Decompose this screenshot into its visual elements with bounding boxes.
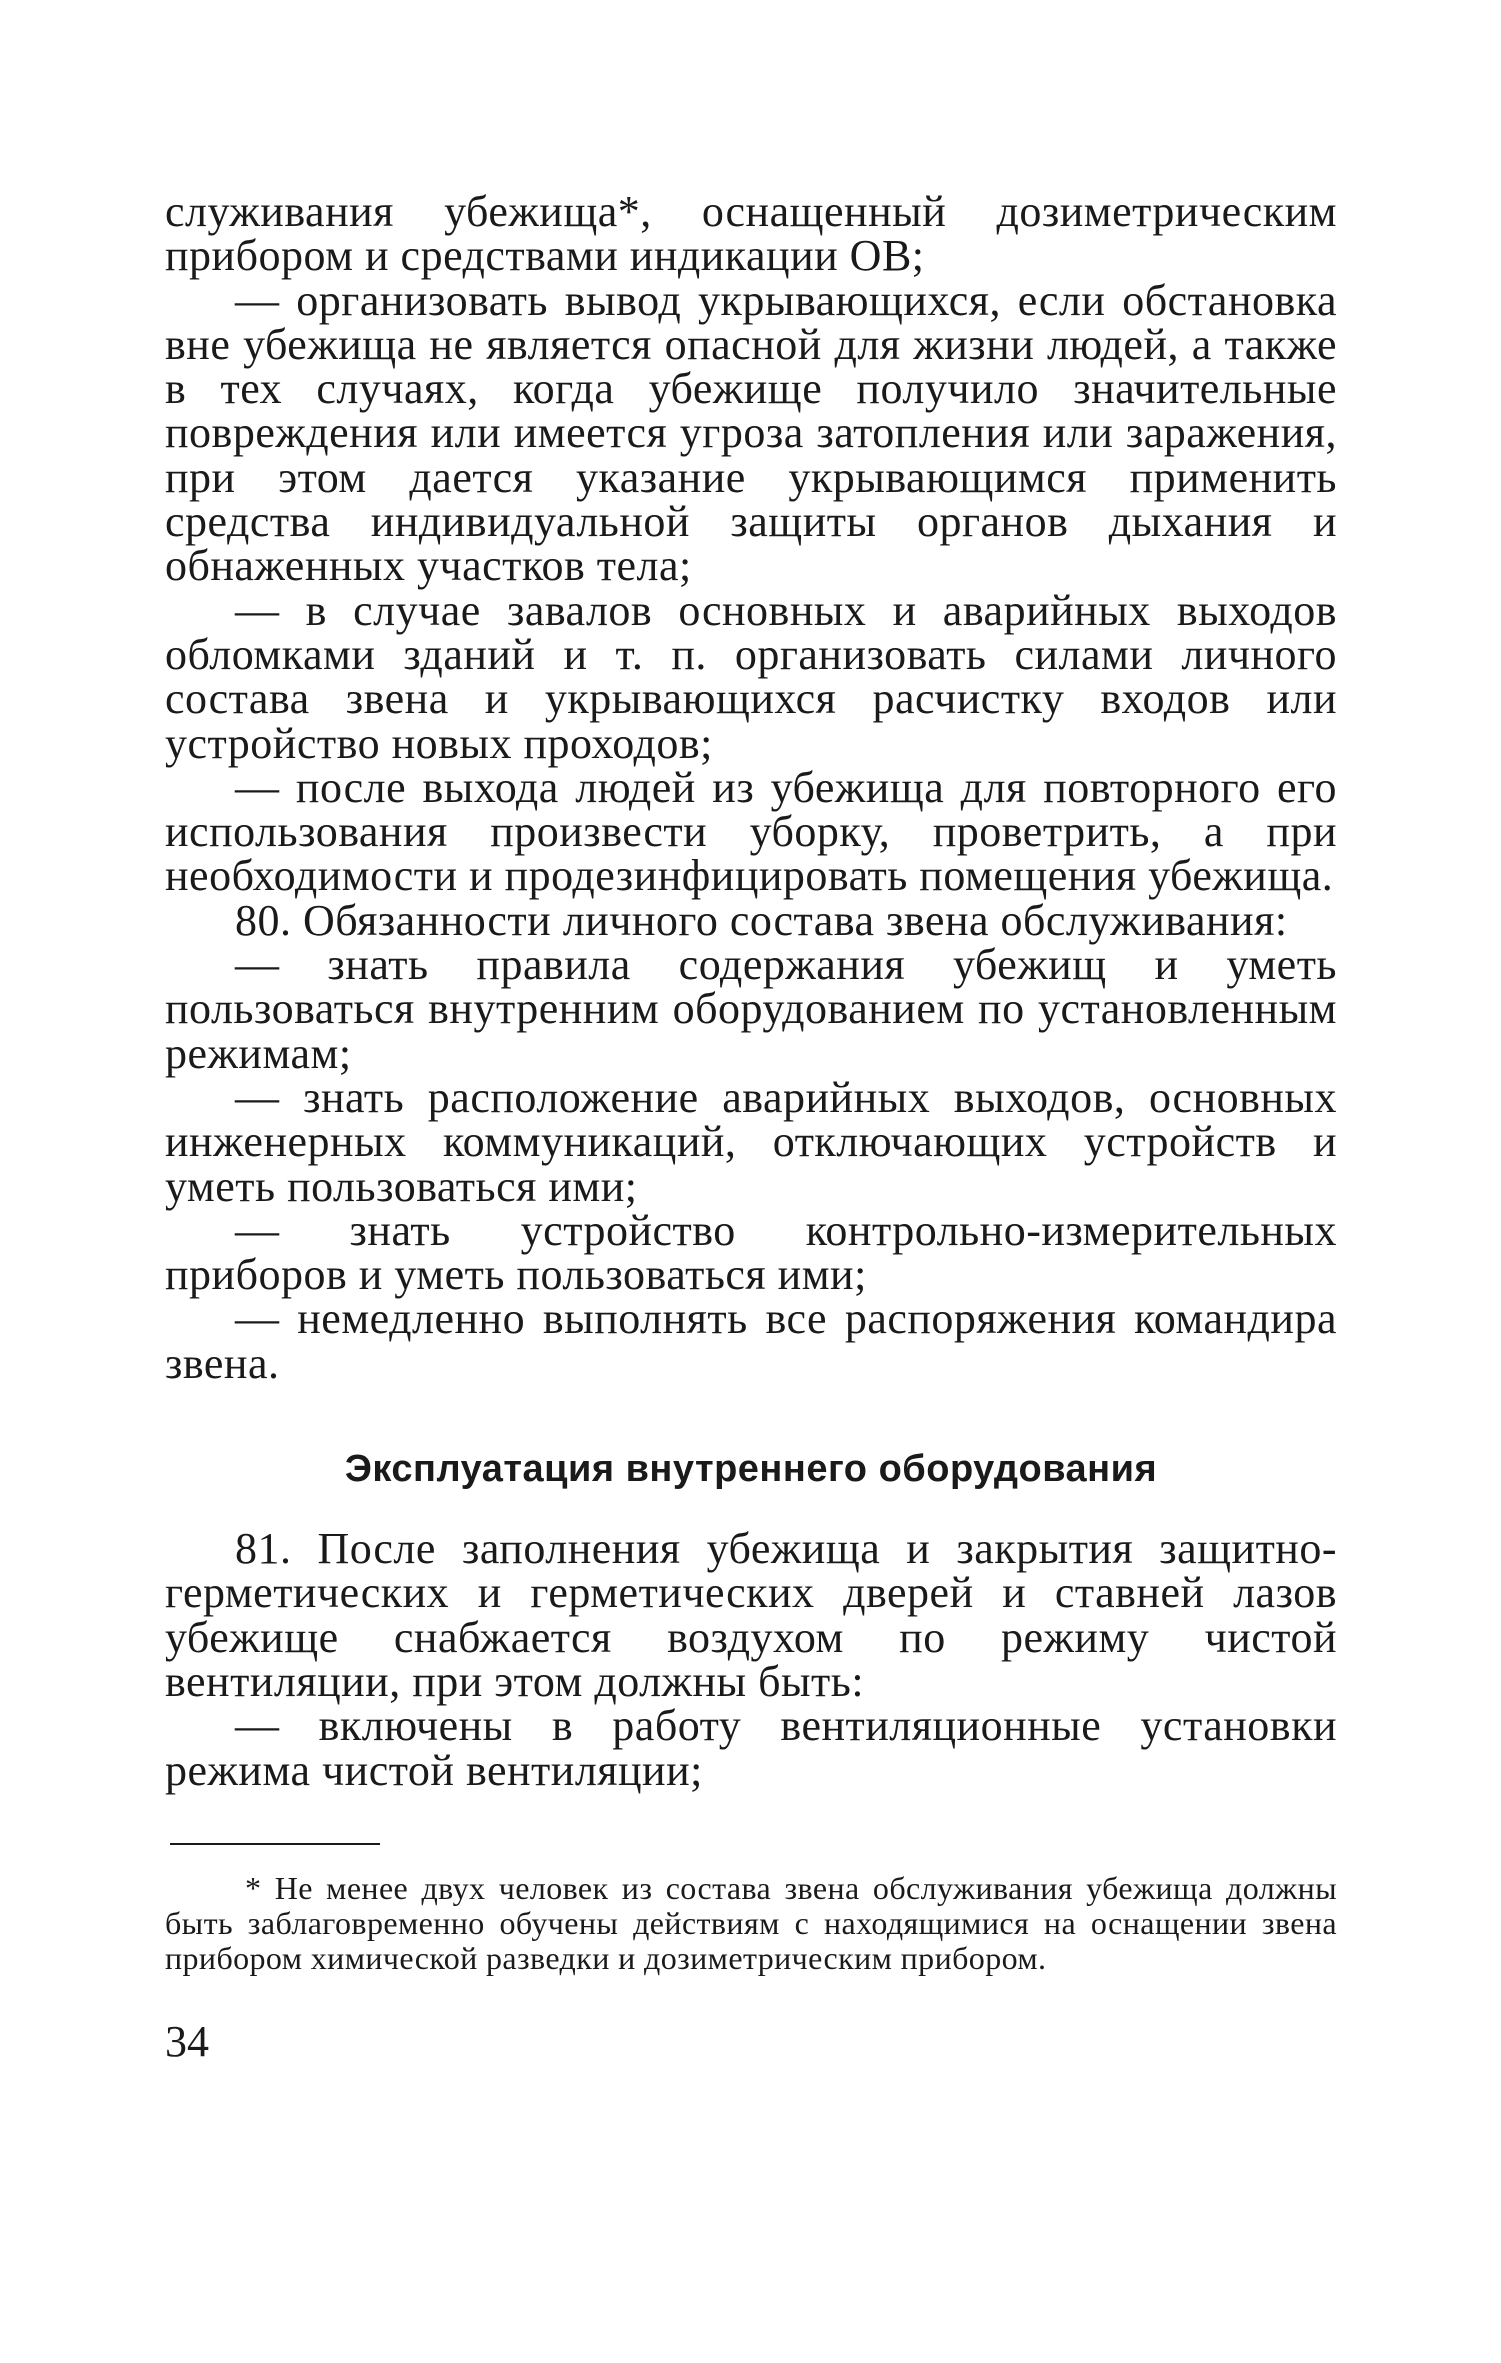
footnote-divider — [170, 1843, 380, 1845]
paragraph-81: 81. После заполнения убежища и закрытия защитно-герметических и герметических дверей и ставней лазов убежище снабжается воздухом по режиму чистой вентиляции, при этом должны быть: — [165, 1524, 1337, 1706]
footnote: * Не менее двух человек из состава звена обслуживания убежища должны быть заблаговременно обучены действиям с находящимися на оснащении звена прибором химической разведки и дозиметрическим прибором. — [165, 1869, 1337, 1976]
paragraph-ventilation: — включены в работу вентиляционные установки режима чистой вентиляции; — [165, 1701, 1337, 1795]
paragraph-blockage: — в случае завалов основных и аварийных выходов обломками зданий и т. п. организовать силами личного состава звена и укрывающихся расчистку входов или устройство новых проходов; — [165, 585, 1337, 768]
main-text — [165, 187, 1337, 1388]
page-number: 34 — [165, 2016, 209, 2066]
paragraph-80-duties: 80. Обязанности личного состава звена обслуживания: — [235, 895, 1288, 945]
paragraph-know-instruments: — знать устройство контрольно-измерительных приборов и уметь пользоваться ими; — [165, 1205, 1337, 1300]
paragraph-know-rules: — знать правила содержания убежищ и уметь пользоваться внутренним оборудованием по установленным режимам; — [165, 940, 1337, 1078]
book-page — [165, 187, 1337, 2067]
paragraph-obey-orders: — немедленно выполнять все распоряжения командира звена. — [165, 1294, 1337, 1388]
section-heading: Эксплуатация внутреннего оборудования — [344, 1448, 1158, 1491]
paragraph-continued: служивания убежища*, оснащенный дозиметрическим прибором и средствами индикации ОВ; — [165, 187, 1337, 281]
paragraph-cleanup: — после выхода людей из убежища для повторного его использования произвести уборку, проветрить, а при необходимости и продезинфицировать помещения убежища. — [165, 762, 1337, 901]
paragraph-know-exits: — знать расположение аварийных выходов, основных инженерных коммуникаций, отключающих устройств и уметь пользоваться ими; — [165, 1072, 1337, 1211]
section-text — [165, 1524, 1337, 1795]
paragraph-evacuation: — организовать вывод укрывающихся, если обстановка вне убежища не является опасной для жизни людей, а также в тех случаях, когда убежище получило значительные повреждения или имеется угроза затопления или заражения, при этом дается указание укрывающимся применить средства индивидуальной защиты органов дыхания и обнаженных участков тела; — [165, 275, 1337, 591]
